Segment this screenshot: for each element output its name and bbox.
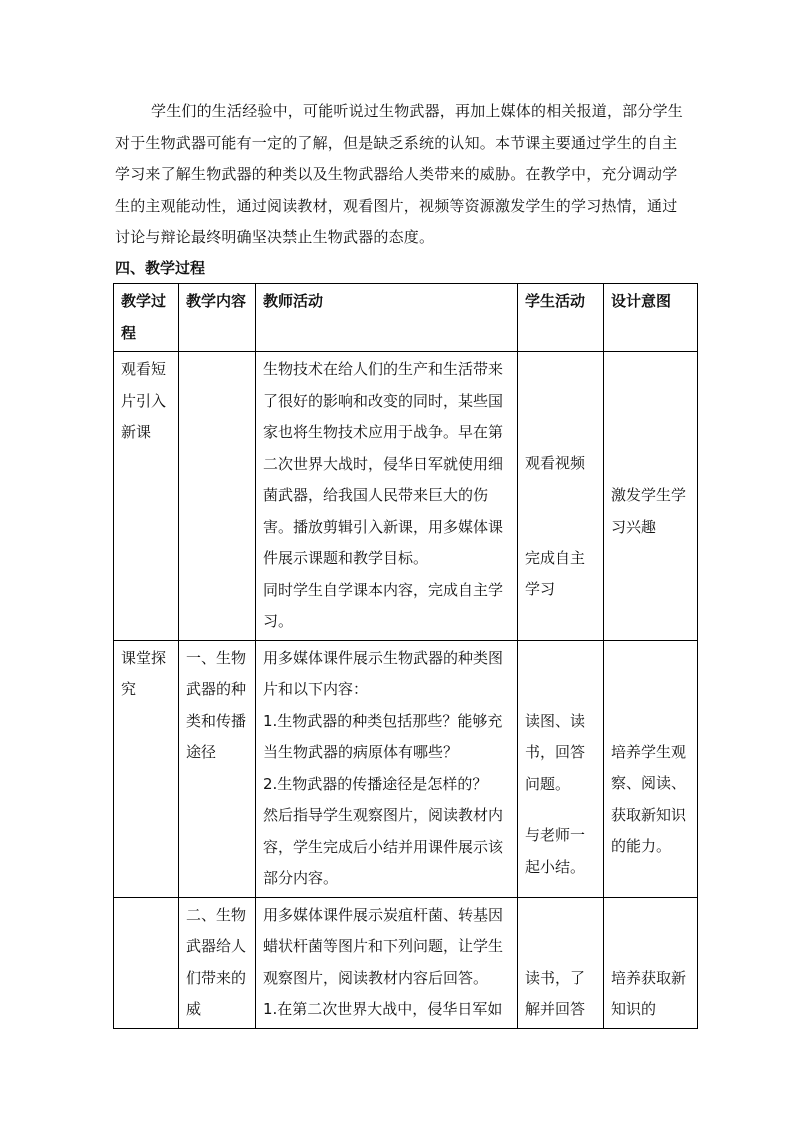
student-activity-2: 与老师一起小结。 [525,826,586,876]
header-teacher: 教师活动 [256,284,518,352]
table-row [114,897,698,1028]
student-activity-1: 读书，了解并回答 [525,968,586,1018]
cell-teacher: 生物技术在给人们的生产和生活带来了很好的影响和改变的同时，某些国家也将生物技术应用于战争。早在第二次世界大战时，侵华日军就使用细菌武器，给我国人民带来巨大的伤害。播放剪辑引入新课，用多媒体课件展示课题和教学目标。 同时学生自学课本内容，完成自主学习。 [256,352,518,641]
teaching-process-table [113,283,698,1029]
cell-process: 课堂探究 [114,640,179,897]
header-process: 教学过程 [114,284,179,352]
student-activity-1: 读图、读书，回答问题。 [525,711,586,793]
header-intent: 设计意图 [604,284,698,352]
cell-content [179,352,256,641]
cell-student [518,897,604,1028]
design-intent: 激发学生学习兴趣 [611,486,687,536]
design-intent: 培养获取新知识的 [611,968,687,1018]
header-content: 教学内容 [179,284,256,352]
cell-intent [604,897,698,1028]
student-activity-2: 完成自主学习 [525,548,586,598]
cell-content: 二、生物武器给人们带来的威 [179,897,256,1028]
intro-paragraph [115,96,685,254]
cell-intent [604,352,698,641]
cell-student [518,640,604,897]
cell-intent [604,640,698,897]
table-header-row [114,284,698,352]
intro-paragraph-text: 学生们的生活经验中，可能听说过生物武器，再加上媒体的相关报道，部分学生对于生物武器可能有一定的了解，但是缺乏系统的认知。本节课主要通过学生的自主学习来了解生物武器的种类以及生物武器给人类带来的威胁。在教学中，充分调动学生的主观能动性，通过阅读教材，观看图片，视频等资源激发学生的学习热情，通过讨论与辩论最终明确坚决禁止生物武器的态度。 [115,102,684,246]
cell-process: 观看短片引入新课 [114,352,179,641]
student-activity-1: 观看视频 [525,454,586,472]
cell-student [518,352,604,641]
section-heading: 四、教学过程 [115,259,206,277]
cell-process [114,897,179,1028]
cell-teacher: 用多媒体课件展示生物武器的种类图片和以下内容： 1.生物武器的种类包括那些？能够充当生物武器的病原体有哪些？ 2.生物武器的传播途径是怎样的？ 然后指导学生观察图片，阅读教材内容，学生完成后小结并用课件展示该部分内容。 [256,640,518,897]
design-intent: 培养学生观察、阅读、获取新知识的能力。 [611,742,687,855]
header-student: 学生活动 [518,284,604,352]
table-row [114,640,698,897]
cell-content: 一、生物武器的种类和传播途径 [179,640,256,897]
cell-teacher: 用多媒体课件展示炭疽杆菌、转基因蜡状杆菌等图片和下列问题，让学生观察图片，阅读教材内容后回答。 1.在第二次世界大战中，侵华日军如 [256,897,518,1028]
table-row [114,352,698,641]
